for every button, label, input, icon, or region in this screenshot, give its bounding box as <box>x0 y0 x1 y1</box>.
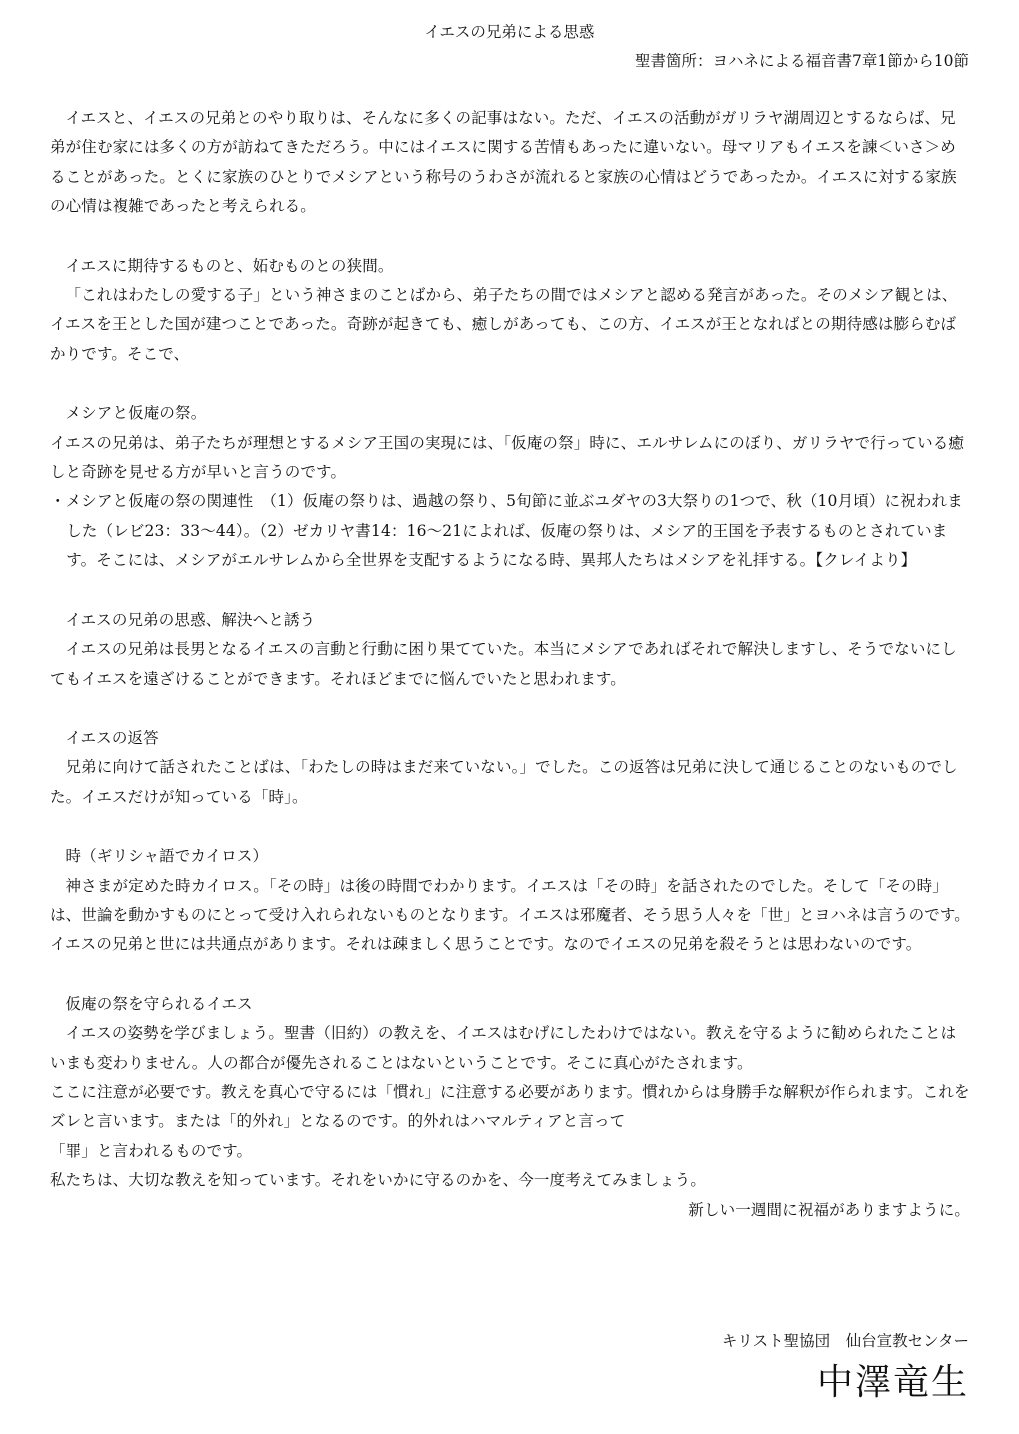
section-text-keeping-2: ここに注意が必要です。教えを真心で守るには「慣れ」に注意する必要があります。慣れからは身勝手な解釈が作られます。これをズレと言います。または「的外れ」となるのです。的外れはハマルティアと言って <box>50 1082 970 1131</box>
section-heading-expectation: イエスに期待するものと、妬むものとの狭間。 <box>65 256 394 275</box>
intro-paragraph: イエスと、イエスの兄弟とのやり取りは、そんなに多くの記事はない。ただ、イエスの活動がガリラヤ湖周辺とするならば、兄弟が住む家には多くの方が訪ねてきただろう。中にはイエスに関する苦情もあったに違いない。母マリアもイエスを諫＜いさ＞めることがあった。とくに家族のひとりでメシアという称号のうわさが流れると家族の心情はどうであったか。イエスに対する家族の心情は複雑であったと考えられる。 <box>50 109 957 216</box>
document-title: イエスの兄弟による思惑 <box>424 23 595 41</box>
section-gap <box>50 576 970 606</box>
section-text-brothers: イエスの兄弟は長男となるイエスの言動と行動に困り果てていた。本当にメシアであればそれで解決しますし、そうでないにしてもイエスを遠ざけることができます。それほどまでに悩んでいたと思われます。 <box>50 640 957 688</box>
section-text-keeping-4: 私たちは、大切な教えを知っています。それをいかに守るのかを、今一度考えてみましょう。 <box>50 1171 707 1190</box>
section-heading-brothers: イエスの兄弟の思惑、解決へと誘う <box>65 610 316 629</box>
section-text-reply: 兄弟に向けて話されたことばは、「わたしの時はまだ来ていない。」でした。この返答は兄弟に決して通じることのないものでした。イエスだけが知っている「時」。 <box>50 758 958 806</box>
section-gap <box>50 694 970 724</box>
section-text-expectation: 「これはわたしの愛する子」という神さまのことばから、弟子たちの間ではメシアと認める発言があった。そのメシア観とは、イエスを王とした国が建つことであった。奇跡が起きても、癒しがあっても、この方、イエスが王となればとの期待感は膨らむばかりです。そこで、 <box>50 286 958 363</box>
section-gap <box>50 812 970 842</box>
section-text-festival: イエスの兄弟は、弟子たちが理想とするメシア王国の実現には、「仮庵の祭」時に、エルサレムにのぼり、ガリラヤで行っている癒しと奇跡を見せる方が早いと言うのです。 <box>50 433 965 482</box>
blessing-line: 新しい一週間に祝福がありますように。 <box>688 1200 970 1219</box>
section-text-keeping-1: イエスの姿勢を学びましょう。聖書（旧約）の教えを、イエスはむげにしたわけではない。教えを守るように勧められたことはいまも変わりません。人の都合が優先されることはないということです。そこに真心がたされます。 <box>50 1024 957 1072</box>
festival-bullet-note: ・メシアと仮庵の祭の関連性 （1）仮庵の祭りは、過越の祭り、5旬節に並ぶユダヤの3大祭りの1つで、秋（10月頃）に祝われました（レビ23：33〜44）。（2）ゼカリヤ書14：16〜21によれば、仮庵の祭りは、メシア的王国を予表するものとされています。そこには、メシアがエルサレムから全世界を支配するようになる時、異邦人たちはメシアを礼拝する。【クレイより】 <box>50 492 963 570</box>
signature-block <box>722 1328 969 1406</box>
section-gap <box>50 960 970 990</box>
scripture-reference: 聖書箇所：ヨハネによる福音書7章1節から10節 <box>635 52 969 70</box>
section-heading-keeping: 仮庵の祭を守られるイエス <box>65 994 253 1013</box>
section-heading-reply: イエスの返答 <box>65 728 159 747</box>
document-body <box>50 104 970 1225</box>
section-heading-kairos: 時（ギリシャ語でカイロス） <box>65 847 269 866</box>
organization-name: キリスト聖協団 仙台宣教センター <box>721 1332 969 1350</box>
section-text-keeping-3: 「罪」と言われるものです。 <box>50 1141 253 1160</box>
author-name: 中澤竜生 <box>816 1362 969 1403</box>
section-gap <box>50 369 970 399</box>
section-heading-festival: メシアと仮庵の祭。 <box>65 404 207 423</box>
section-text-kairos: 神さまが定めた時カイロス。「その時」は後の時間でわかります。イエスは「その時」を話されたのでした。そして「その時」は、世論を動かすものにとって受け入れられないものとなります。イエスは邪魔者、そう思う人々を「世」とヨハネは言うのです。イエスの兄弟と世には共通点があります。それは疎ましく思うことです。なのでイエスの兄弟を殺そうとは思わないのです。 <box>50 876 970 954</box>
section-gap <box>50 222 970 252</box>
